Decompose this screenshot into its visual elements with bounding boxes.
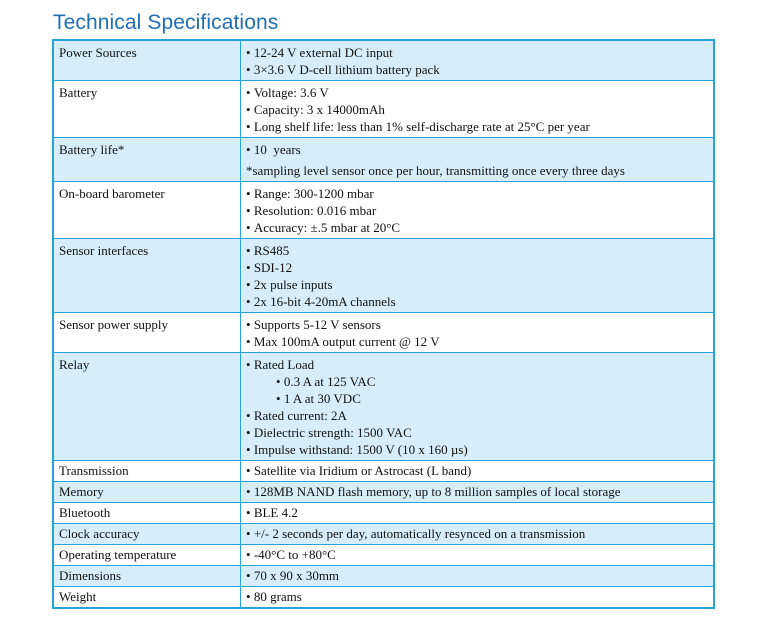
- specs-table: [52, 39, 715, 609]
- spec-subitem: • 0.3 A at 125 VAC: [246, 373, 707, 390]
- spec-label: Weight: [53, 587, 241, 609]
- spec-values: [241, 40, 715, 81]
- spec-item: • +/- 2 seconds per day, automatically resynced on a transmission: [246, 526, 707, 542]
- spec-row-barometer: [53, 182, 714, 239]
- spec-subitem: • 1 A at 30 VDC: [246, 390, 707, 407]
- spec-label: Clock accuracy: [53, 524, 241, 545]
- spec-item: • 2x 16-bit 4-20mA channels: [246, 293, 707, 310]
- spec-values: [241, 81, 715, 138]
- spec-row-relay: [53, 353, 714, 461]
- spec-item: • BLE 4.2: [246, 505, 707, 521]
- spec-label: Operating temperature: [53, 545, 241, 566]
- spec-item: • Voltage: 3.6 V: [246, 84, 707, 101]
- spec-item: • RS485: [246, 242, 707, 259]
- spec-label: Transmission: [53, 461, 241, 482]
- spec-values: [241, 566, 715, 587]
- spec-item: • 80 grams: [246, 589, 707, 605]
- spec-label: Sensor power supply: [53, 313, 241, 353]
- spec-values: [241, 503, 715, 524]
- spec-item: • Long shelf life: less than 1% self-discharge rate at 25°C per year: [246, 118, 707, 135]
- spec-row-bluetooth: [53, 503, 714, 524]
- spec-values: [241, 353, 715, 461]
- spec-label: Battery: [53, 81, 241, 138]
- spec-values: [241, 182, 715, 239]
- spec-row-power-sources: [53, 40, 714, 81]
- spec-row-transmission: [53, 461, 714, 482]
- spec-item: • 10 years: [246, 141, 707, 158]
- spec-item: • Range: 300-1200 mbar: [246, 185, 707, 202]
- spec-row-clock-accuracy: [53, 524, 714, 545]
- spec-label: Memory: [53, 482, 241, 503]
- spec-item: • Supports 5-12 V sensors: [246, 316, 707, 333]
- spec-values: [241, 545, 715, 566]
- spec-row-sensor-interfaces: [53, 239, 714, 313]
- spec-row-weight: [53, 587, 714, 609]
- spec-label: Dimensions: [53, 566, 241, 587]
- spec-values: [241, 461, 715, 482]
- spec-values: [241, 524, 715, 545]
- spec-item: • Accuracy: ±.5 mbar at 20°C: [246, 219, 707, 236]
- spec-values: [241, 138, 715, 182]
- spec-item: • Satellite via Iridium or Astrocast (L band): [246, 463, 707, 479]
- spec-values: [241, 239, 715, 313]
- spec-label: Bluetooth: [53, 503, 241, 524]
- spec-values: [241, 587, 715, 609]
- spec-item: • Rated current: 2A: [246, 407, 707, 424]
- spec-row-operating-temperature: [53, 545, 714, 566]
- spec-item: • Dielectric strength: 1500 VAC: [246, 424, 707, 441]
- spec-item: • Impulse withstand: 1500 V (10 x 160 µs): [246, 441, 707, 458]
- spec-item: • 2x pulse inputs: [246, 276, 707, 293]
- spec-item: • 3×3.6 V D-cell lithium battery pack: [246, 61, 707, 78]
- spec-item: • 12-24 V external DC input: [246, 44, 707, 61]
- spec-row-battery: [53, 81, 714, 138]
- spec-values: [241, 482, 715, 503]
- spec-row-memory: [53, 482, 714, 503]
- spec-item: • -40°C to +80°C: [246, 547, 707, 563]
- spec-row-sensor-power: [53, 313, 714, 353]
- spec-item: • SDI-12: [246, 259, 707, 276]
- spec-item: • 128MB NAND flash memory, up to 8 million samples of local storage: [246, 484, 707, 500]
- spec-label: On-board barometer: [53, 182, 241, 239]
- spec-item: • Max 100mA output current @ 12 V: [246, 333, 707, 350]
- spec-item: • Resolution: 0.016 mbar: [246, 202, 707, 219]
- spec-label: Power Sources: [53, 40, 241, 81]
- spec-row-dimensions: [53, 566, 714, 587]
- spec-footnote: *sampling level sensor once per hour, transmitting once every three days: [246, 163, 625, 178]
- spec-item: • Capacity: 3 x 14000mAh: [246, 101, 707, 118]
- page-title: Technical Specifications: [53, 11, 279, 34]
- spec-label: Battery life*: [53, 138, 241, 182]
- spec-values: [241, 313, 715, 353]
- spec-item: • Rated Load: [246, 356, 707, 373]
- spec-label: Sensor interfaces: [53, 239, 241, 313]
- spec-label: Relay: [53, 353, 241, 461]
- spec-row-battery-life: [53, 138, 714, 182]
- spec-item: • 70 x 90 x 30mm: [246, 568, 707, 584]
